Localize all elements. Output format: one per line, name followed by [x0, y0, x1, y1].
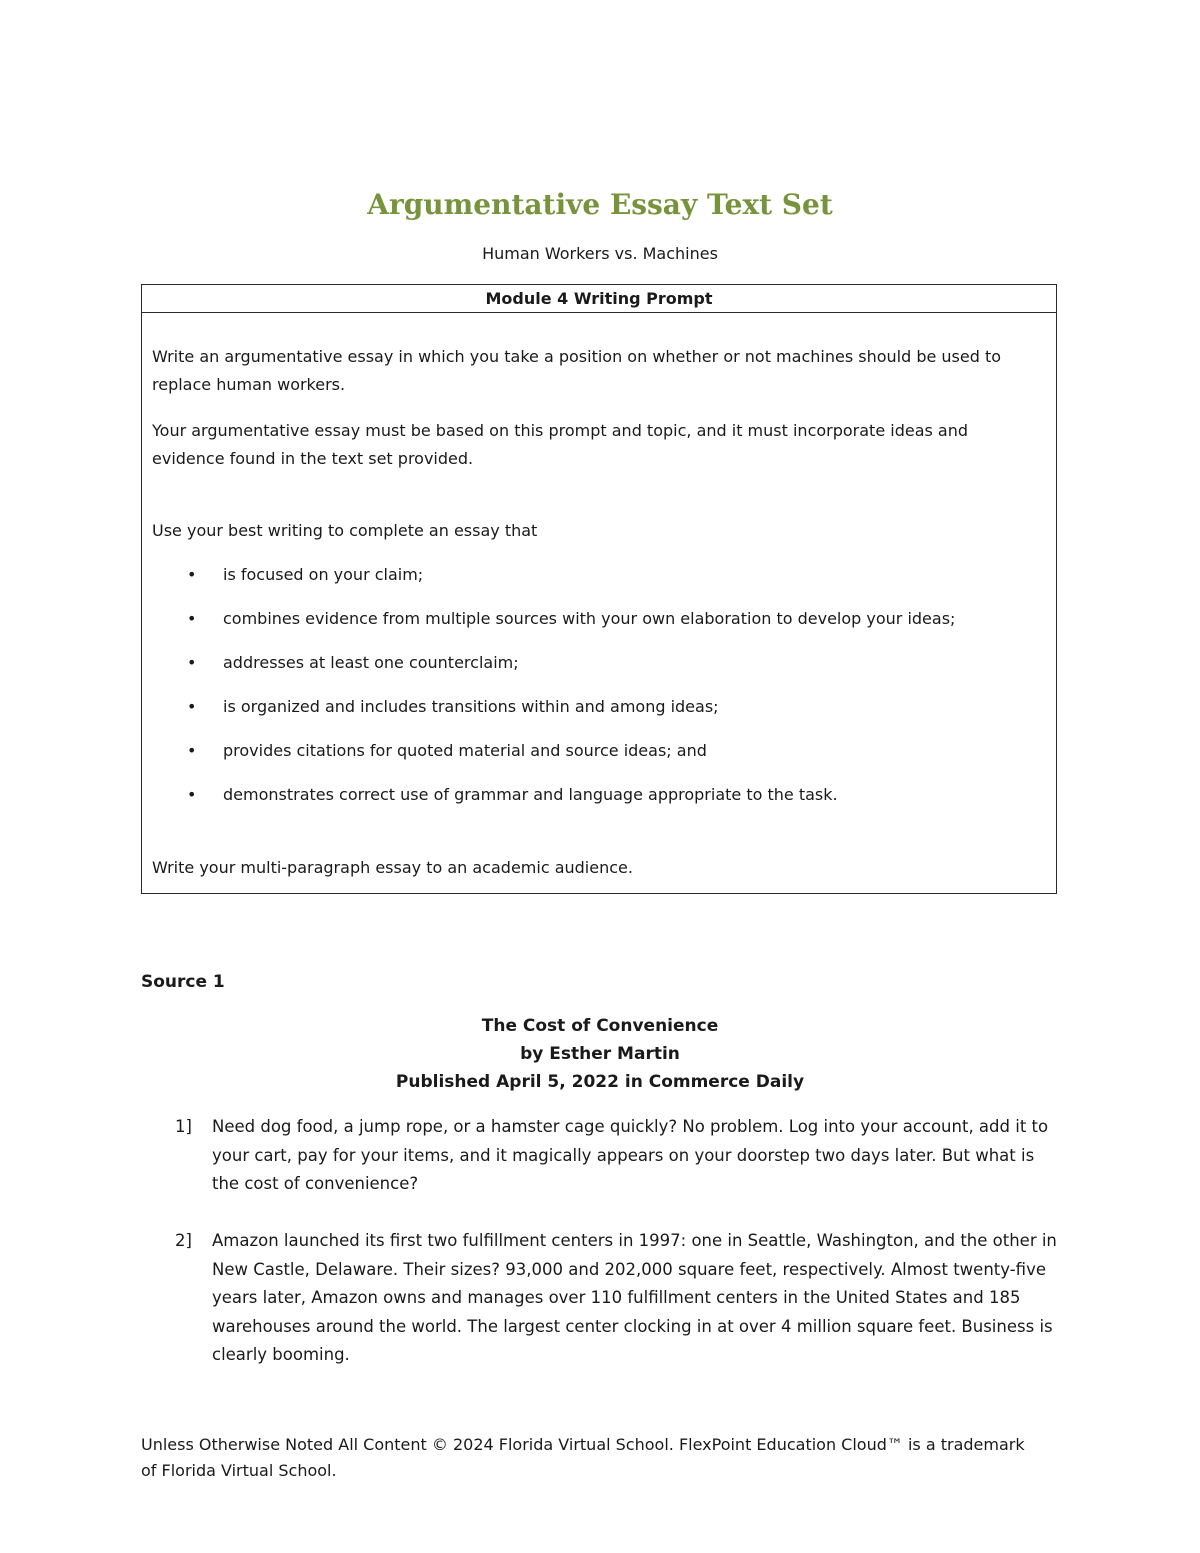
- bullet-icon: •: [187, 609, 197, 628]
- bullet-icon: •: [187, 741, 197, 760]
- paragraph-text: Amazon launched its first two fulfillment centers in 1997: one in Seattle, Washington, and the other in New Castle, Delaware. Their sizes? 93,000 and 202,000 square feet, respectively. Almost twenty-five years later, Amazon owns and manages over 110 fulfillment centers in the United States and 185 warehouses around the world. The largest center clocking in at over 4 million square feet. Business is clearly booming.: [212, 1231, 1057, 1364]
- list-item-text: provides citations for quoted material and source ideas; and: [223, 741, 707, 760]
- list-item-text: combines evidence from multiple sources with your own elaboration to develop your ideas;: [223, 609, 956, 628]
- article-header: [0, 1012, 1200, 1096]
- prompt-closing: Write your multi-paragraph essay to an academic audience.: [152, 858, 633, 877]
- bullet-icon: •: [187, 697, 197, 716]
- source-label: Source 1: [141, 972, 225, 992]
- list-item-text: addresses at least one counterclaim;: [223, 653, 519, 672]
- list-item: [142, 605, 1052, 649]
- paragraph-number: 2]: [175, 1231, 192, 1250]
- list-item-text: demonstrates correct use of grammar and language appropriate to the task.: [223, 785, 838, 804]
- prompt-criteria-list: [142, 561, 1052, 825]
- list-item-text: is focused on your claim;: [223, 565, 424, 584]
- paragraph-text: Need dog food, a jump rope, or a hamster cage quickly? No problem. Log into your account, add it to your cart, pay for your items, and it magically appears on your doorstep two days later. But what is the cost of convenience?: [212, 1117, 1049, 1193]
- bullet-icon: •: [187, 785, 197, 804]
- list-item: [142, 781, 1052, 825]
- article-paragraph-1: [175, 1113, 1065, 1199]
- prompt-header: Module 4 Writing Prompt: [142, 285, 1056, 313]
- list-item: [142, 693, 1052, 737]
- document-title: Argumentative Essay Text Set: [367, 188, 833, 221]
- bullet-icon: •: [187, 653, 197, 672]
- copyright-footer: Unless Otherwise Noted All Content © 2024 Florida Virtual School. FlexPoint Education Cloud™ is a trademark of Florida Virtual School.: [141, 1435, 1025, 1480]
- article-byline: by Esther Martin: [520, 1044, 680, 1064]
- prompt-paragraph-1: Write an argumentative essay in which you take a position on whether or not machines should be used to replace human workers.: [152, 347, 1002, 394]
- article-publication: Published April 5, 2022 in Commerce Daily: [395, 1072, 805, 1092]
- document-subtitle: Human Workers vs. Machines: [482, 244, 718, 263]
- article-title: The Cost of Convenience: [481, 1016, 719, 1036]
- bullet-icon: •: [187, 565, 197, 584]
- writing-prompt-box: [141, 284, 1057, 894]
- list-item: [142, 737, 1052, 781]
- paragraph-number: 1]: [175, 1117, 192, 1136]
- list-item: [142, 649, 1052, 693]
- prompt-paragraph-2: Your argumentative essay must be based on this prompt and topic, and it must incorporate ideas and evidence found in the text set provided.: [152, 421, 969, 468]
- prompt-intro: Use your best writing to complete an essay that: [152, 521, 538, 540]
- list-item: [142, 561, 1052, 605]
- article-paragraph-2: [175, 1227, 1065, 1370]
- list-item-text: is organized and includes transitions within and among ideas;: [223, 697, 719, 716]
